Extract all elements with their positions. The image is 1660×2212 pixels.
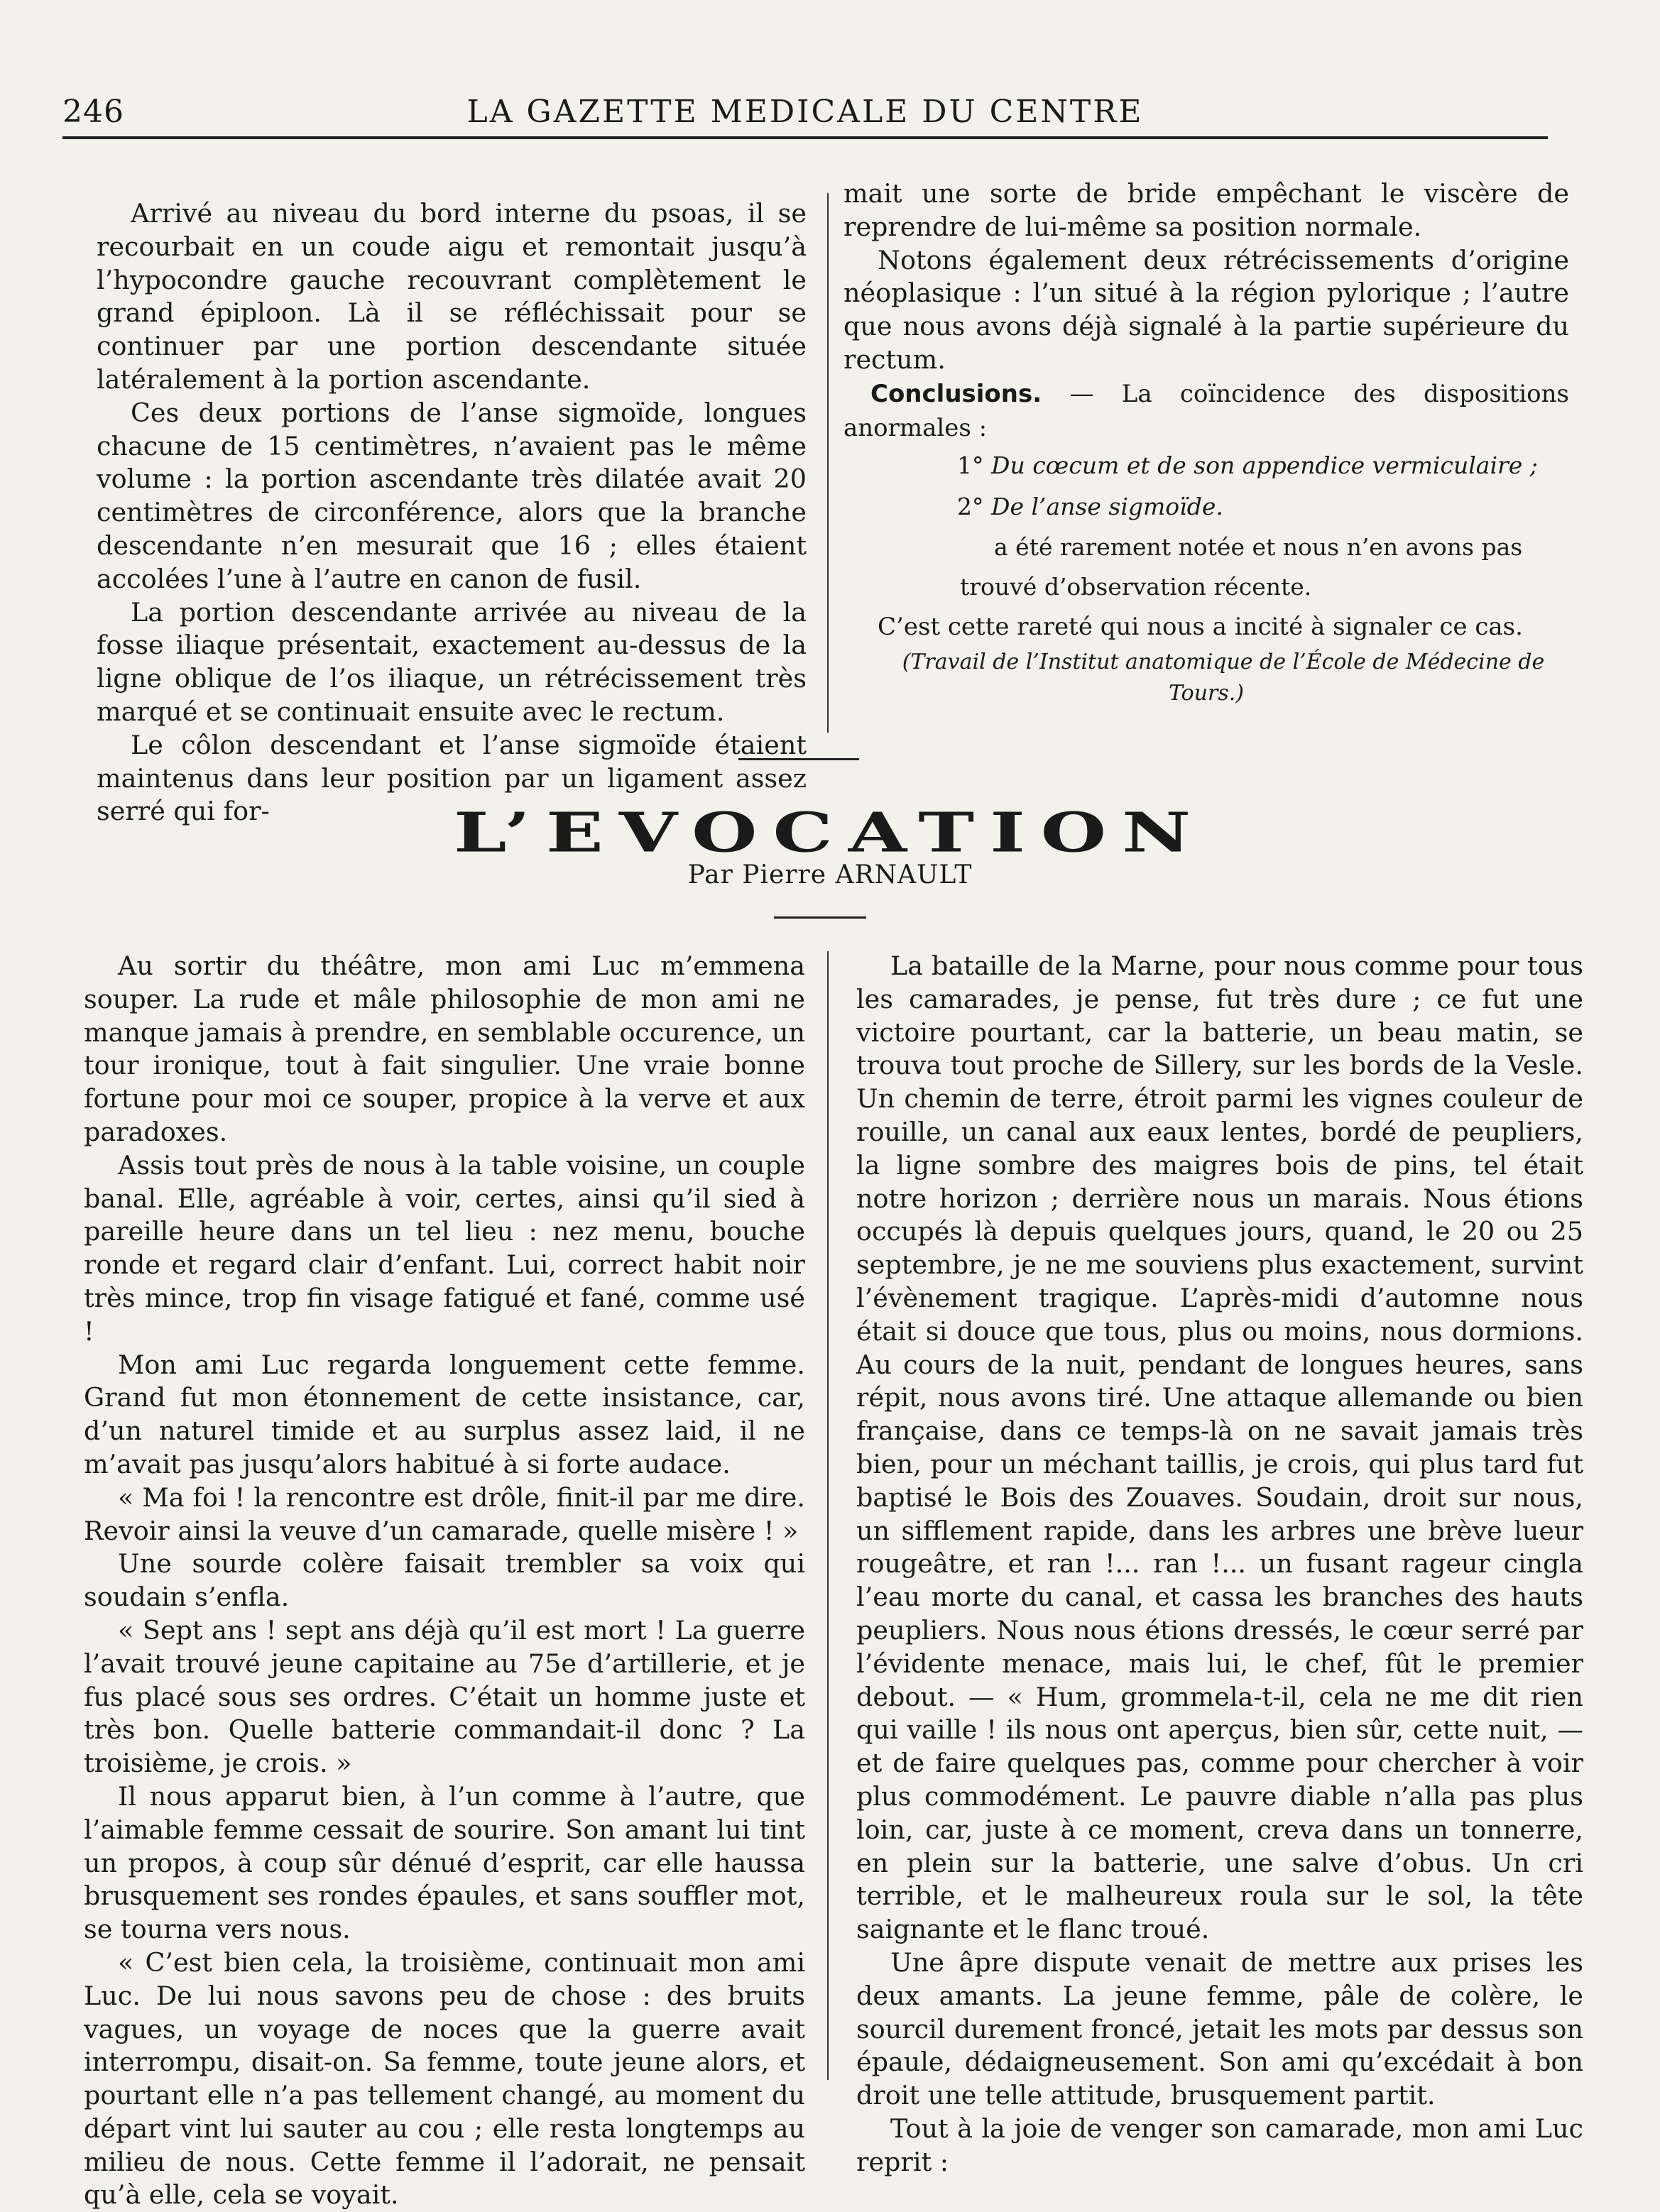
- paragraph: « Ma foi ! la rencontre est drôle, finit-il par me dire. Revoir ainsi la veuve d’un camarade, quelle misère ! »: [84, 1482, 805, 1546]
- list-continuation: a été rarement notée et nous n’en avons pas trouvé d’observation récente.: [960, 532, 1523, 601]
- list-item: [843, 486, 1569, 527]
- paragraph: Au sortir du théâtre, mon ami Luc m’emmena souper. La rude et mâle philosophie de mon ami ne manque jamais à prendre, en semblable occurence, un tour ironique, tout à fait singulier. Une vraie bonne fortune pour moi ce souper, propice à la verve et aux paradoxes.: [84, 951, 805, 1147]
- paragraph: Assis tout près de nous à la table voisine, un couple banal. Elle, agréable à voir, certes, ainsi qu’il sied à pareille heure dans un tel lieu : nez menu, bouche ronde et regard clair d’enfant. Lui, correct habit noir très mince, trop fin visage fatigué et fané, comme usé !: [84, 1149, 805, 1347]
- conclusions-paragraph: [843, 377, 1569, 445]
- paragraph: « Sept ans ! sept ans déjà qu’il est mort ! La guerre l’avait trouvé jeune capitaine au 75e d’artillerie, et je fus placé sous ses ordres. C’était un homme juste et très bon. Quelle batterie commandait-il donc ? La troisième, je crois. »: [84, 1614, 805, 1779]
- list-marker: 1°: [957, 451, 984, 479]
- bottom-left-column: [84, 950, 805, 2212]
- paragraph: Une sourde colère faisait trembler sa voix qui soudain s’enfla.: [84, 1548, 805, 1613]
- paragraph: La bataille de la Marne, pour nous comme pour tous les camarades, je pense, fut très dure ; ce fut une victoire pourtant, car la batterie, un beau matin, se trouva tout proche de Sillery, sur les bords de la Vesle. Un chemin de terre, étroit parmi les vignes couleur de rouille, un canal aux eaux lentes, bordé de peupliers, la ligne sombre des maigres bois de pins, tel était notre horizon ; derrière nous un marais. Nous étions occupés là depuis quelques jours, quand, le 20 ou 25 septembre, je ne me souviens plus exactement, survint l’évènement tragique. L’après-midi d’automne nous était si douce que tous, plus ou moins, nous dormions. Au cours de la nuit, pendant de longues heures, sans répit, nous avons tiré. Une attaque allemande ou bien française, dans ce temps-là on ne savait jamais très bien, pour un méchant taillis, je crois, qui plus tard fut baptisé le Bois des Zouaves. Soudain, droit sur nous, un sifflement rapide, dans les arbres une brève lueur rougeâtre, et ran !... ran !... un fusant rageur cingla l’eau morte du canal, et cassa les branches des hauts peupliers. Nous nous étions dressés, le cœur serré par l’évidente menace, mais lui, le chef, fût le premier debout. — « Hum, grommela-t-il, cela ne me dit rien qui vaille ! ils nous ont aperçus, bien sûr, cette nuit, — et de faire quelques pas, comme pour chercher à voir plus commodément. Le pauvre diable n’alla pas plus loin, car, juste à ce moment, creva dans un tonnerre, en plein sur la batterie, une salve d’obus. Un cri terrible, et le malheureux roula sur le sol, la tête saignante et le flanc troué.: [856, 951, 1583, 1945]
- paragraph: Arrivé au niveau du bord interne du psoas, il se recourbait en un coude aigu et remontait jusqu’à l’hypocondre gauche recouvrant complètement le grand épiploon. Là il se réfléchissait pour se continuer par une portion descendante située latéralement à la portion ascendante.: [97, 198, 807, 395]
- bottom-right-column: [856, 950, 1583, 2179]
- title-rule-top: [738, 758, 859, 760]
- conclusions-intro: — La coïncidence des dispositions anormales :: [843, 379, 1569, 442]
- paragraph: Ces deux portions de l’anse sigmoïde, longues chacune de 15 centimètres, n’avaient pas le même volume : la portion ascendante très dilatée avait 20 centimètres de circonférence, alors que la branche descendante n’en mesurait que 16 ; elles étaient accolées l’une à l’autre en canon de fusil.: [97, 397, 807, 594]
- paragraph: « C’est bien cela, la troisième, continuait mon ami Luc. De lui nous savons peu de chose : des bruits vagues, un voyage de noces que la guerre avait interrompu, disait-on. Sa femme, toute jeune alors, et pourtant elle n’a pas tellement changé, au moment du départ vint lui sauter au cou ; elle resta longtemps au milieu de nous. Cette femme il l’adorait, ne pensait qu’à elle, cela se voyait.: [84, 1947, 805, 2211]
- journal-title: LA GAZETTE MEDICALE DU CENTRE: [466, 94, 1144, 130]
- column-rule: [827, 193, 829, 733]
- article-title: L’EVOCATION: [453, 800, 1207, 865]
- paragraph-continuation: mait une sorte de bride empêchant le viscère de reprendre de lui-même sa position normale.: [843, 178, 1569, 242]
- paragraph: Mon ami Luc regarda longuement cette femme. Grand fut mon étonnement de cette insistance, car, d’un naturel timide et au surplus assez laid, il ne m’avait pas jusqu’alors habitué à si forte audace.: [84, 1349, 805, 1479]
- paragraph: La portion descendante arrivée au niveau de la fosse iliaque présentait, exactement au-dessus de la ligne oblique de l’os iliaque, un rétrécissement très marqué et se continuait ensuite avec le rectum.: [97, 596, 807, 727]
- list-text: De l’anse sigmoïde.: [991, 492, 1223, 520]
- top-left-column: [97, 197, 807, 828]
- paragraph: Notons également deux rétrécissements d’origine néoplasique : l’un situé à la région pylorique ; l’autre que nous avons déjà signalé à la partie supérieure du rectum.: [843, 244, 1569, 375]
- list-item: [843, 445, 1569, 486]
- page-header: [62, 91, 1548, 133]
- top-right-column: [843, 177, 1569, 709]
- article-byline: Par Pierre ARNAULT: [687, 860, 973, 889]
- paragraph: Une âpre dispute venait de mettre aux prises les deux amants. La jeune femme, pâle de colère, le sourcil durement froncé, jetait les mots par dessus son épaule, dédaigneusement. Son ami qu’excédait à bon droit une telle attitude, brusquement partit.: [856, 1947, 1583, 2111]
- paragraph: Il nous apparut bien, à l’un comme à l’autre, que l’aimable femme cessait de sourire. Son amant lui tint un propos, à coup sûr dénué d’esprit, car elle haussa brusquement ses rondes épaules, et sans souffler mot, se tourna vers nous.: [84, 1780, 805, 1945]
- paragraph: Tout à la joie de venger son camarade, mon ami Luc reprit :: [856, 2113, 1583, 2177]
- conclusion-sentence: C’est cette rareté qui nous a incité à signaler ce cas.: [878, 612, 1523, 641]
- page-number: 246: [62, 94, 124, 130]
- source-credit: (Travail de l’Institut anatomique de l’École de Médecine de Tours.): [902, 649, 1545, 706]
- list-marker: 2°: [957, 492, 984, 520]
- list-text: Du cœcum et de son appendice vermiculaire ;: [991, 451, 1538, 479]
- paragraph: Le côlon descendant et l’anse sigmoïde étaient maintenus dans leur position par un ligament assez serré qui for-: [97, 729, 807, 827]
- header-rule: [62, 136, 1548, 139]
- column-rule: [827, 951, 829, 2080]
- conclusions-heading: Conclusions.: [870, 379, 1042, 408]
- title-rule-bottom: [774, 916, 866, 919]
